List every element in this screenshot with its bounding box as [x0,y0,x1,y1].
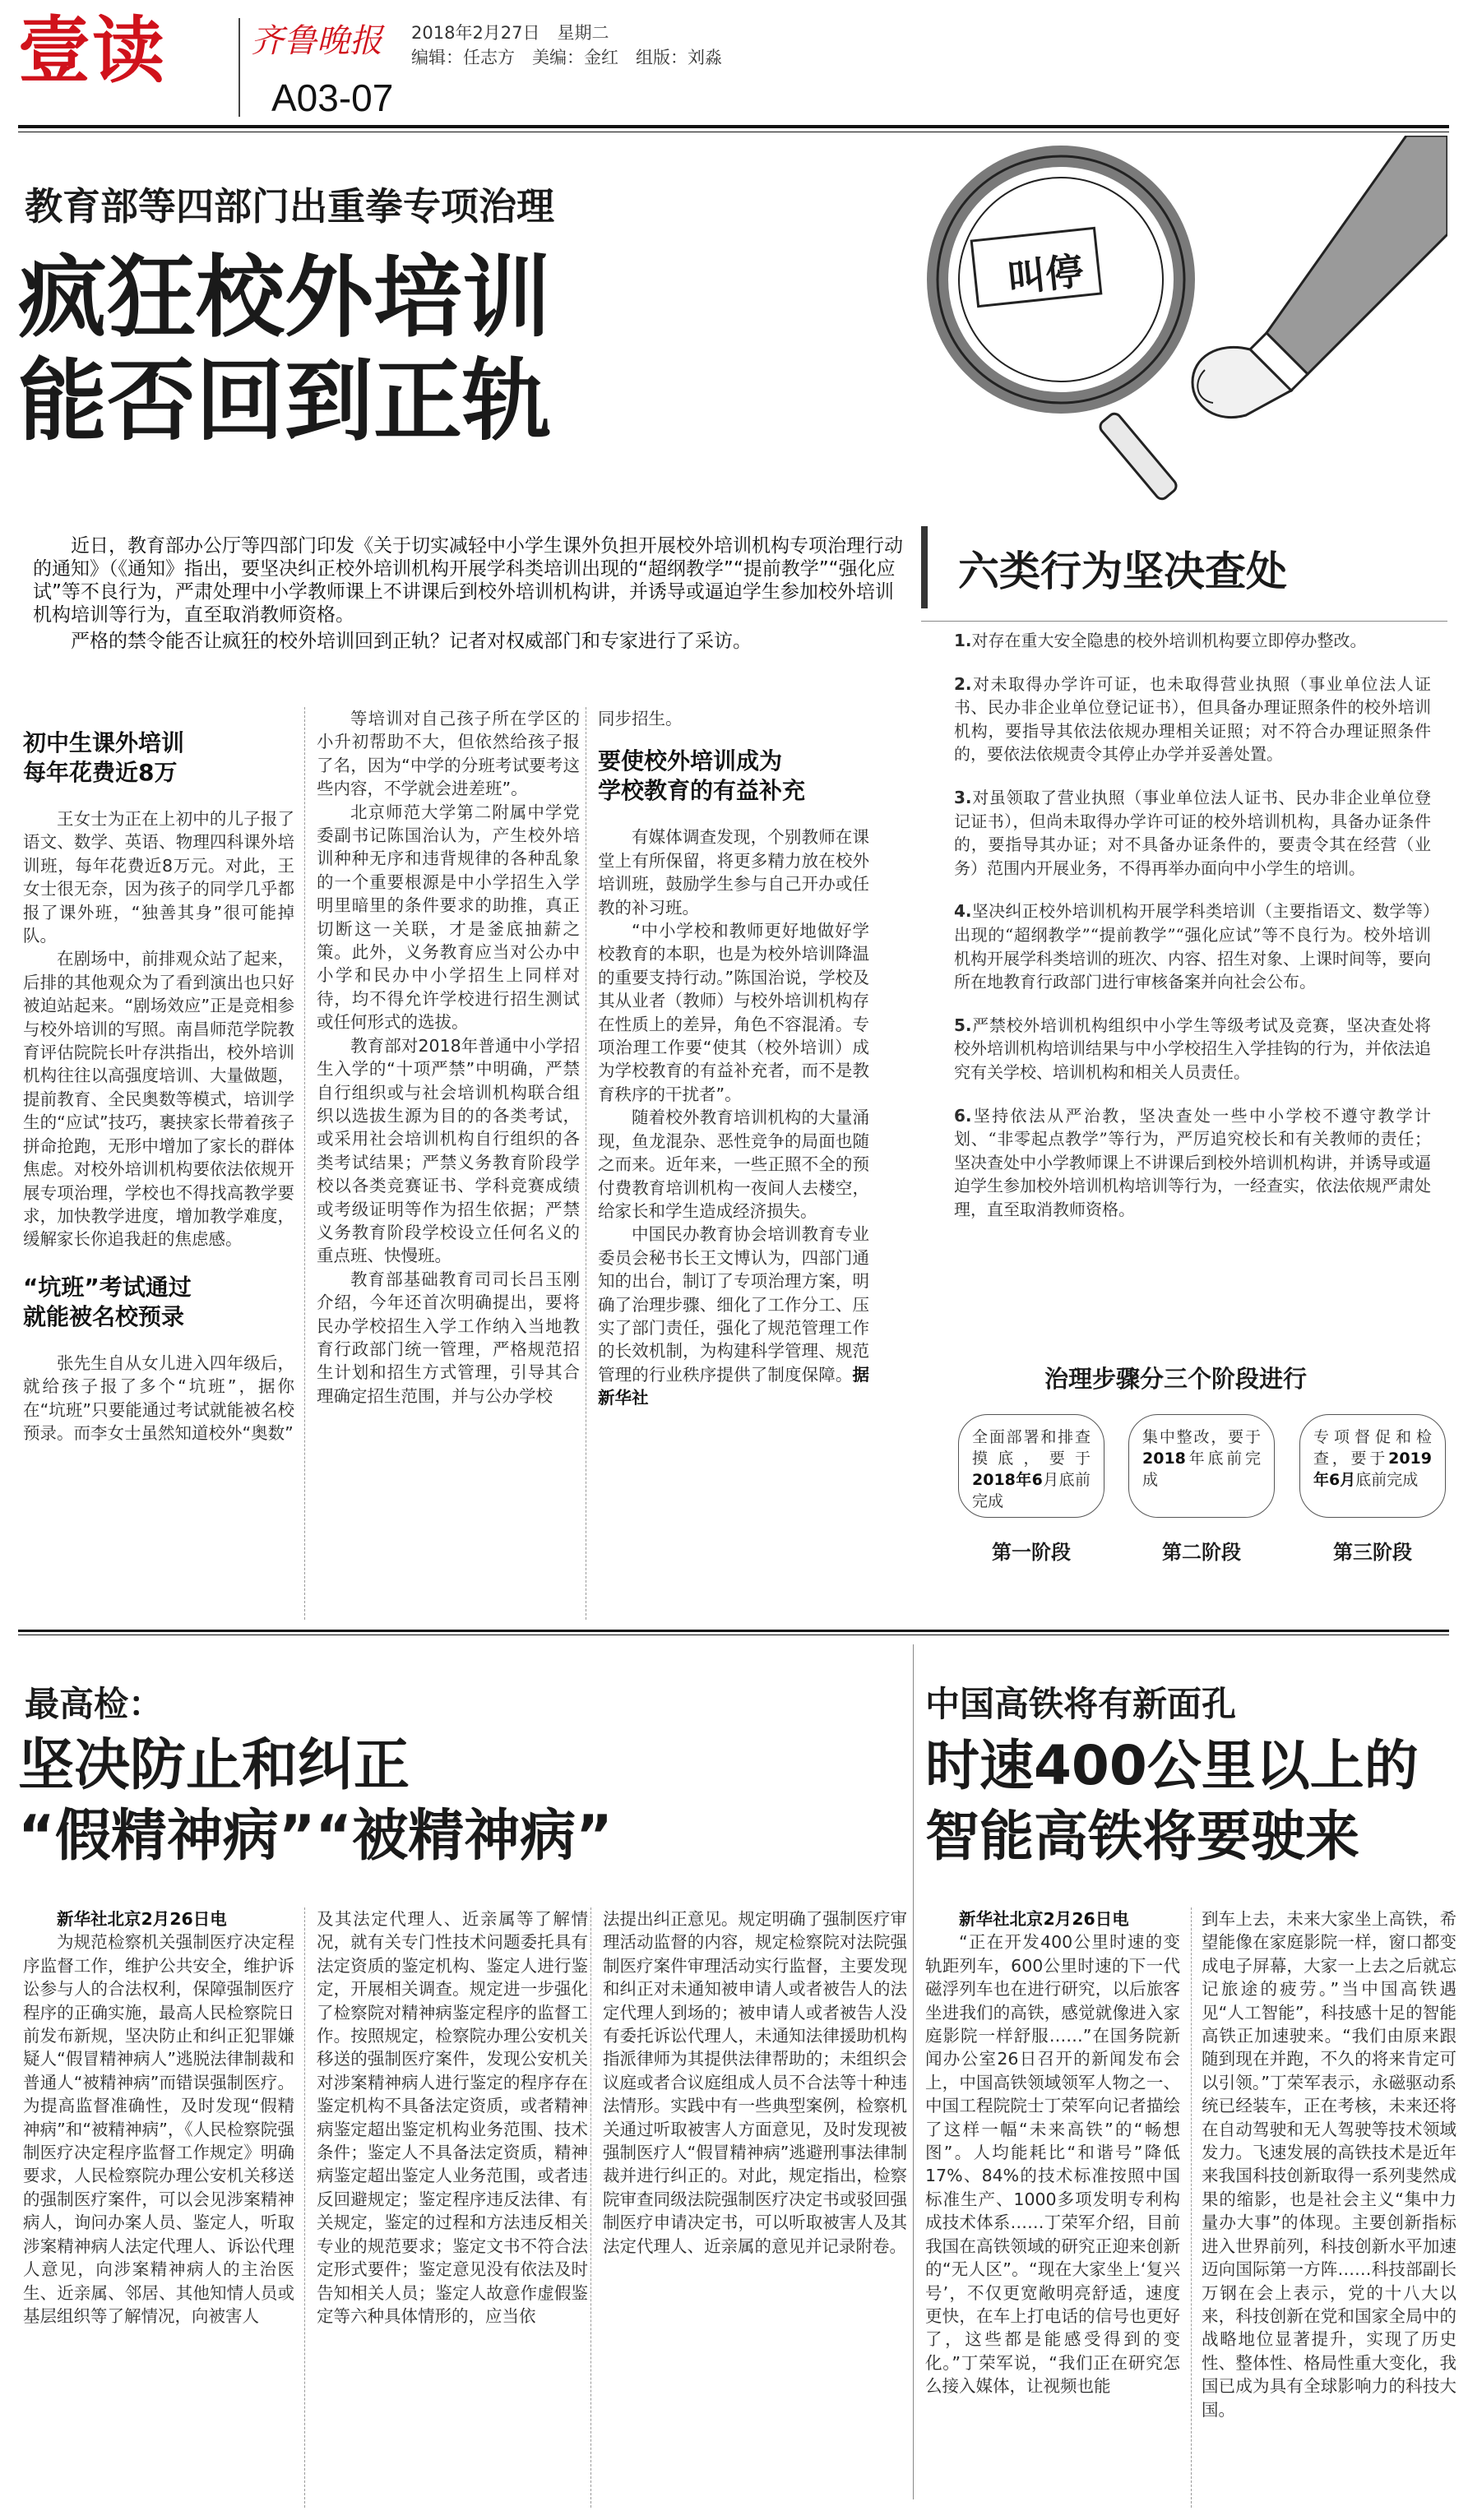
subhead-line: 学校教育的有益补充 [598,777,806,805]
story2-headline-line1: 坚决防止和纠正 [18,1733,410,1798]
item-number: 1. [954,631,972,650]
body-paragraph: 同步招生。 [598,709,683,728]
body-paragraph: 及其法定代理人、近亲属等了解情况，就有关专门性技术问题委托具有法定资质的鉴定机构、鉴定人进行鉴定，开展相关调查。规定进一步强化了检察院对精神病鉴定程序的监督工作。按照规定，检察院办理公安机关移送的强制医疗案件，发现公安机关对涉案精神病人进行鉴定的程序存在鉴定机构不具备法定资质，或者精神病鉴定超出鉴定机构业务范围、技术条件；鉴定人不具备法定资质，精神病鉴定超出鉴定人业务范围，或者违反回避规定；鉴定程序违反法律、有关规定，鉴定的过程和方法违反相关专业的规范要求；鉴定文书不符合法定形式要件；鉴定意见没有依法及时告知相关人员；鉴定人故意作虚假鉴定等六种具体情形的，应当依 [317,1909,588,2326]
body-paragraph: 等培训对自己孩子所在学区的小升初帮助不大，但依然给孩子报了名，因为“中学的分班考试要考这些内容，不学就会进差班”。 [317,709,580,799]
column-subhead [598,747,869,806]
story1-headline-line1: 疯狂校外培训 [18,247,552,349]
dateline: 新华社北京2月26日电 [57,1909,227,1929]
phase-text: 集中整改，要于 [1142,1428,1261,1446]
dateline: 新华社北京2月26日电 [959,1909,1129,1929]
section-brand: 壹读 [18,7,167,93]
story2-column-2 [304,1907,588,2508]
sidebar-rule [921,621,1447,622]
body-paragraph [598,1223,869,1409]
phase-text: 全面部署和排查摸底，要于 [972,1428,1091,1468]
story3-kicker: 中国高铁将有新面孔 [925,1684,1237,1724]
steps-title: 治理步骤分三个阶段进行 [1044,1365,1308,1393]
page-number: A03-07 [271,76,394,119]
column-subhead [23,728,294,788]
column-subhead [23,1273,294,1332]
magnifier-illustration [921,136,1447,514]
story1-kicker: 教育部等四部门出重拳专项治理 [25,184,554,229]
item-number: 2. [954,673,972,694]
item-text: 坚持依法从严治教，坚决查处一些中小学校不遵守教学计划、“非零起点教学”等行为，严厉追究校长和有关教师的责任；坚决查处中小学教师课上不讲课后到校外培训机构讲，并诱导或逼迫学生参加校外培训机构培训等行为，一经查实，依法依规严肃处理，直至取消教师资格。 [954,1105,1431,1219]
phase-text: 年底前完成 [1142,1450,1261,1489]
story3-headline [925,1731,1460,1872]
sidebar-list-item [954,786,1431,880]
body-paragraph: 法提出纠正意见。规定明确了强制医疗审理活动监督的内容，规定检察院对法院强制医疗案件审理活动实行监督，主要发现和纠正对未通知被申请人或者被告人的法定代理人到场的；被申请人或者被告人没有委托诉讼代理人，未通知法律援助机构指派律师为其提供法律帮助的；未组织会议庭或者合议庭组成人员不合法等十种违法情形。实践中有一些典型案例，检察机关通过听取被害人方面意见，及时发现被强制医疗人“假冒精神病”逃避刑事法律制裁并进行纠正的。对此，规定指出，检察院审查同级法院强制医疗决定书或驳回强制医疗申请决定书，可以听取被害人及其法定代理人、近亲属的意见并记录附卷。 [603,1909,907,2256]
story2-headline-line2: “假精神病”“被精神病” [18,1804,613,1869]
story1-lead [33,534,905,656]
phase-box [1128,1414,1275,1518]
item-text: 坚决纠正校外培训机构开展学科类培训（主要指语文、数学等）出现的“超纲教学”“提前教学”“强化应试”等不良行为。校外培训机构开展学科类培训的班次、内容、招生对象、上课时间等，要向所在地教育行政部门进行审核备案并向社会公布。 [954,901,1431,992]
body-paragraph: “正在开发400公里时速的变轨距列车，600公里时速的下一代磁浮列车也在进行研究，以后旅客坐进我们的高铁，感觉就像进入家庭影院一样舒服……”在国务院新闻办公室26日召开的新闻发布会上，中国高铁领域领军人物之一、中国工程院院士丁荣军向记者描绘了这样一幅“未来高铁”的“畅想图”。人均能耗比“和谐号”降低17%、84%的技术标准按照中国标准生产、1000多项发明专利构成技术体系……丁荣军介绍，目前我国在高铁领域的研究正迎来创新的“无人区”。“现在大家坐上‘复兴号’，不仅更宽敞明亮舒适，速度更快，在车上打电话的信号也更好了，这些都是能感受得到的变化。”丁荣军说，“我们正在研究怎么接入媒体，让视频也能 [925,1932,1180,2397]
sidebar-accent [921,526,928,608]
item-text: 对虽领取了营业执照（事业单位法人证书、民办非企业单位登记证书），但尚未取得办学许可证的校外培训机构，具备办证条件的，要指导其办证；对不具备办证条件的，要责令其在经营（业务）范围内开展业务，不得再举办面向中小学生的培训。 [954,787,1431,878]
body-paragraph: 教育部基础教育司司长吕玉刚介绍，今年还首次明确提出，要将民办学校招生入学工作纳入当地教育行政部门统一管理，严格规范招生计划和招生方式管理，引导其合理确定招生范围，并与公办学校 [317,1269,580,1406]
phase-label: 第二阶段 [1162,1541,1241,1564]
story3-headline-line2: 智能高铁将要驶来 [925,1805,1359,1868]
phase-label: 第一阶段 [992,1541,1071,1564]
story2-kicker: 最高检： [25,1684,164,1724]
body-paragraph: 教育部对2018年普通中小学招生入学的“十项严禁”中明确，严禁自行组织或与社会培训机构联合组织以选拔生源为目的的各类考试，或采用社会培训机构自行组织的各类考试结果；严禁义务教育阶段学校以各类竞赛证书、学科竞赛成绩或考级证明等作为招生依据；严禁义务教育阶段学校设立任何名义的重点班、快慢班。 [317,1035,580,1266]
body-paragraph: 到车上去，未来大家坐上高铁，希望能像在家庭影院一样，窗口都变成电子屏幕，大家一上去之后就忘记旅途的疲劳。”当中国高铁遇见“人工智能”，科技感十足的智能高铁正加速驶来。“我们由原来跟随到现在并跑，不久的将来肯定可以引领。”丁荣军表示，永磁驱动系统已经装车，正在考核，未来还将在自动驾驶和无人驾驶等技术领域发力。飞速发展的高铁技术是近年来我国科技创新取得一系列斐然成果的缩影，也是社会主义“集中力量办大事”的体现。主要创新指标进入世界前列，科技创新水平加速迈向国际第一方阵……科技部副长万钢在会上表示，党的十八大以来，科技创新在党和国家全局中的战略地位显著提升，实现了历史性、整体性、格局性重大变化，我国已成为具有全球影响力的科技大国。 [1202,1909,1456,2420]
sidebar-list-item [954,1104,1431,1222]
body-paragraph: 在剧场中，前排观众站了起来，后排的其他观众为了看到演出也只好被迫站起来。“剧场效应”正是竞相参与校外培训的写照。南昌师范学院教育评估院院长叶存洪指出，校外培训机构往往以高强度培训、大量做题，提前教育、全民奥数等模式，培训学生的“应试”技巧，裹挟家长带着孩子拼命抢跑，无形中增加了家长的群体焦虑。对校外培训机构要依法依规开展专项治理，学校也不得找高教学要求，加快教学进度，增加教学难度，缓解家长你追我赶的焦虑感。 [23,949,294,1250]
issue-date: 2018年2月27日 星期二 [411,23,609,43]
subhead-line: 要使校外培训成为 [598,747,783,775]
illustration-label: 叫停 [1005,248,1086,301]
body-text: 中国民办教育协会培训教育专业委员会秘书长王文博认为，四部门通知的出台，制订了专项治理方案，明确了治理步骤、细化了工作分工、压实了部门责任，强化了规范管理工作的长效机制，为构建科学管理、规范管理的行业秩序提供了制度保障。 [598,1224,869,1385]
body-paragraph [925,1907,1180,1930]
sidebar-list [954,629,1431,1241]
story1-column-3 [586,707,869,1620]
phase-box [958,1414,1104,1518]
lead-paragraph: 严格的禁令能否让疯狂的校外培训回到正轨？记者对权威部门和专家进行了采访。 [71,631,752,652]
phase-box [1299,1414,1446,1518]
story2-column-1 [23,1907,294,2508]
masthead-rule [18,125,1449,128]
staff-credits: 编辑：任志方 美编：金红 组版：刘淼 [411,48,722,67]
item-number: 3. [954,787,972,807]
body-paragraph: “中小学校和教师更好地做好学校教育的本职，也是为校外培训降温的重要支持行动。”陈国治说，学校及其从业者（教师）与校外培训机构存在性质上的差异，角色不容混淆。专项治理工作要“使其（校外培训）成为学校教育的有益补充者，而不是教育秩序的干扰者”。 [598,921,869,1104]
subhead-line: 就能被名校预录 [23,1302,185,1330]
phase-label: 第三阶段 [1333,1541,1412,1564]
body-paragraph: 王女士为正在上初中的儿子报了语文、数学、英语、物理四科课外培训班，每年花费近8万元。对此，王女士很无奈，因为孩子的同学几乎都报了课外班，“独善其身”很可能掉队。 [23,809,294,946]
subhead-line: 初中生课外培训 [23,729,185,756]
subhead-line: 每年花费近8万 [23,759,178,786]
story2-headline [18,1731,890,1872]
news-credit: 据新华社 [598,1364,869,1408]
story1-headline [18,247,890,454]
story3-column-1 [925,1907,1180,2508]
item-number: 4. [954,901,972,922]
phase-deadline: 2018 [1142,1450,1186,1468]
phase-text: 月底前完成 [972,1471,1091,1510]
column-divider [913,1644,914,2499]
subhead-line: “坑班”考试通过 [23,1273,192,1301]
phase-text: 专项督促和检查，要于 [1313,1428,1432,1468]
story3-column-2 [1191,1907,1456,2508]
sidebar-list-item [954,673,1431,766]
item-text: 严禁校外培训机构组织中小学生等级考试及竞赛，坚决查处将校外培训机构培训结果与中小学校招生入学挂钩的行为，并依法追究有关学校、培训机构和相关人员责任。 [954,1015,1431,1082]
body-paragraph: 张先生自从女儿进入四年级后，就给孩子报了多个“坑班”，据你在“坑班”只要能通过考试就能被名校预录。而李女士虽然知道校外“奥数” [23,1352,294,1443]
lead-paragraph: 近日，教育部办公厅等四部门印发《关于切实减轻中小学生课外负担开展校外培训机构专项治理行动的通知》（《通知》指出，要坚决纠正校外培训机构开展学科类培训出现的“超纲教学”“提前教学”“强化应试”等不良行为，严肃处理中小学教师课上不讲课后到校外培训机构讲，并诱导或逼迫学生参加校外培训机构培训等行为，直至取消教师资格。 [33,535,903,626]
sidebar-title: 六类行为坚决查处 [958,548,1287,595]
story3-headline-line1: 时速400公里以上的 [925,1734,1419,1797]
story1-column-2 [304,707,580,1620]
sidebar-list-item [954,1014,1431,1084]
item-number: 5. [954,1015,972,1035]
item-text: 对存在重大安全隐患的校外培训机构要立即停办整改。 [971,631,1367,650]
story1-column-1 [23,724,294,1620]
section-rule [18,1630,1449,1632]
phase-text: 底前完成 [1355,1471,1419,1489]
body-paragraph: 有媒体调查发现，个别教师在课堂上有所保留，将更多精力放在校外培训班，鼓励学生参与自己开办或任教的补习班。 [598,827,869,918]
body-paragraph: 为规范检察机关强制医疗决定程序监督工作，维护公共安全，维护诉讼参与人的合法权利，保障强制医疗程序的正确实施，最高人民检察院日前发布新规，坚决防止和纠正犯罪嫌疑人“假冒精神病人”逃脱法律制裁和普通人“被精神病”而错误强制医疗。为提高监督准确性，及时发现“假精神病”和“被精神病”，《人民检察院强制医疗决定程序监督工作规定》明确要求，人民检察院办理公安机关移送的强制医疗案件，可以会见涉案精神病人，询问办案人员、鉴定人，听取涉案精神病人法定代理人、诉讼代理人意见，向涉案精神病人的主治医生、近亲属、邻居、其他知情人员或基层组织等了解情况，向被害人 [23,1932,294,2326]
sidebar-list-item [954,899,1431,993]
story2-column-3 [590,1907,907,2508]
item-number: 6. [954,1105,972,1126]
story1-headline-line2: 能否回到正轨 [18,350,552,453]
body-paragraph [23,1907,294,1930]
body-paragraph: 随着校外教育培训机构的大量涌现，鱼龙混杂、恶性竞争的局面也随之而来。近年来，一些正照不全的预付费教育培训机构一夜间人去楼空，给家长和学生造成经济损失。 [598,1107,869,1221]
phase-deadline: 2018年6 [972,1471,1043,1489]
item-text: 对未取得办学许可证，也未取得营业执照（事业单位法人证书、民办非企业单位登记证书），但具备办理证照条件的校外培训机构，要指导其依法依规办理相关证照；对不符合办理证照条件的，要依法依规责令其停止办学并妥善处置。 [954,673,1431,765]
newspaper-logo: 齐鲁晚报 [251,22,382,60]
phase-deadline: 2019年6月 [1313,1450,1432,1489]
masthead-separator [238,18,240,117]
body-paragraph: 北京师范大学第二附属中学党委副书记陈国治认为，产生校外培训种种无序和违背规律的各种乱象的一个重要根源是中小学招生入学明里暗里的条件要求的助推，真正切断这一关联，才是釜底抽薪之策。此外，义务教育应当对公办中小学和民办中小学招生上同样对待，均不得允许学校进行招生测试或任何形式的选拔。 [317,802,580,1033]
sidebar-list-item [954,629,1431,653]
